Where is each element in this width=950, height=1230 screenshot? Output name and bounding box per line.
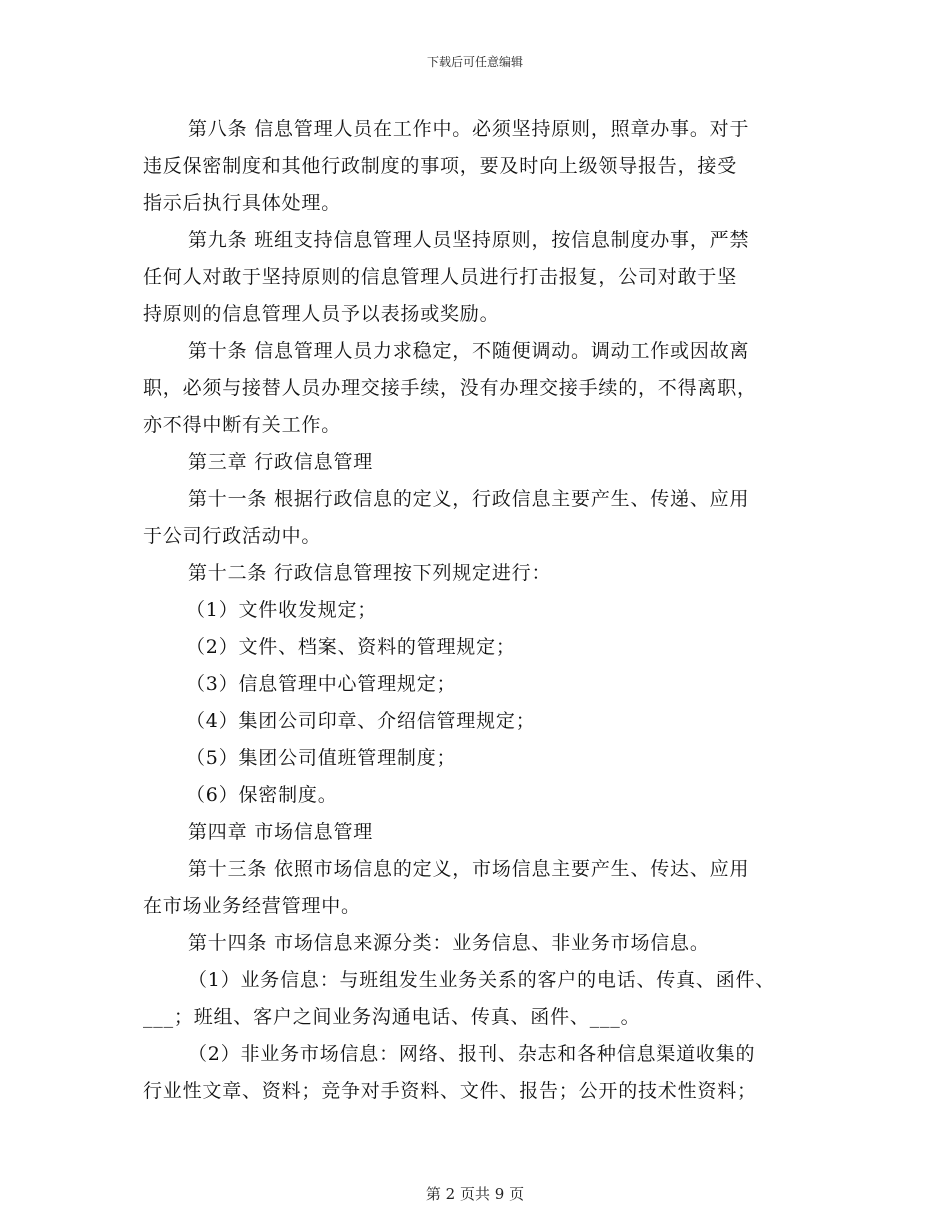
text-line: 任何人对敢于坚持原则的信息管理人员进行打击报复，公司对敢于坚	[143, 266, 738, 288]
article-9-paragraph	[143, 222, 815, 333]
list-item	[143, 666, 815, 703]
text-line: 行业性文章、资料；竞争对手资料、文件、报告；公开的技术性资料；	[143, 1080, 757, 1102]
text-line: 于公司行政活动中。	[143, 525, 322, 547]
text-line: 第十二条 行政信息管理按下列规定进行：	[188, 562, 552, 584]
text-line: 第九条 班组支持信息管理人员坚持原则，按信息制度办事，严禁	[188, 229, 750, 251]
list-item	[143, 592, 815, 629]
list-item-business-info	[143, 962, 815, 1036]
text-line: 第八条 信息管理人员在工作中。必须坚持原则，照章办事。对于	[188, 118, 750, 140]
list-item	[143, 740, 815, 777]
text-line: 违反保密制度和其他行政制度的事项，要及时向上级领导报告，接受	[143, 155, 738, 177]
chapter-3-heading	[143, 444, 815, 481]
article-14-paragraph	[143, 925, 815, 962]
article-13-paragraph	[143, 851, 815, 925]
list-item	[143, 703, 815, 740]
text-line: 第四章 市场信息管理	[188, 821, 374, 843]
text-line: 第十四条 市场信息来源分类：业务信息、非业务市场信息。	[188, 932, 710, 954]
text-line: 第十一条 根据行政信息的定义，行政信息主要产生、传递、应用	[188, 488, 750, 510]
article-11-paragraph	[143, 481, 815, 555]
list-item	[143, 629, 815, 666]
text-line: （3）信息管理中心管理规定；	[186, 673, 457, 695]
document-body	[143, 111, 815, 1110]
article-8-paragraph	[143, 111, 815, 222]
text-line: 第十条 信息管理人员力求稳定，不随便调动。调动工作或因故离	[188, 340, 750, 362]
text-line: （2）非业务市场信息：网络、报刊、杂志和各种信息渠道收集的	[188, 1043, 756, 1065]
text-line: 持原则的信息管理人员予以表扬或奖励。	[143, 303, 500, 325]
text-line: 职，必须与接替人员办理交接手续，没有办理交接手续的，不得离职，	[143, 377, 757, 399]
text-line: 亦不得中断有关工作。	[143, 414, 342, 436]
chapter-4-heading	[143, 814, 815, 851]
text-line: （6）保密制度。	[186, 784, 338, 806]
list-item-non-business-info	[143, 1036, 815, 1110]
text-line: （2）文件、档案、资料的管理规定；	[186, 636, 516, 658]
text-line: 在市场业务经营管理中。	[143, 895, 361, 917]
text-line: ___；班组、客户之间业务沟通电话、传真、函件、___。	[143, 1006, 641, 1028]
text-line: 第三章 行政信息管理	[188, 451, 374, 473]
list-item	[143, 777, 815, 814]
page-header: 下载后可任意编辑	[426, 55, 523, 69]
text-line: （1）业务信息：与班组发生业务关系的客户的电话、传真、函件、	[188, 969, 776, 991]
text-line: 第十三条 依照市场信息的定义，市场信息主要产生、传达、应用	[188, 858, 750, 880]
article-12-paragraph	[143, 555, 815, 592]
text-line: 指示后执行具体处理。	[143, 192, 342, 214]
text-line: （5）集团公司值班管理制度；	[186, 747, 457, 769]
text-line: （4）集团公司印章、介绍信管理规定；	[186, 710, 536, 732]
text-line: （1）文件收发规定；	[186, 599, 378, 621]
page-footer: 第 2 页共 9 页	[425, 1185, 525, 1203]
article-10-paragraph	[143, 333, 815, 444]
